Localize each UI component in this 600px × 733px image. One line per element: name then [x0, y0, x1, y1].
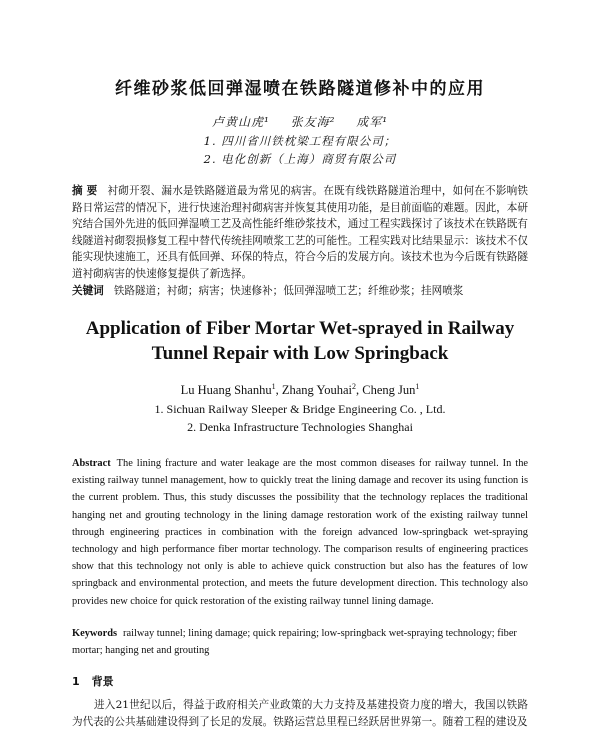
- author-name: Zhang Youhai: [281, 383, 352, 398]
- author-name: 卢黄山虎¹: [211, 115, 270, 129]
- section-number: 1: [72, 675, 80, 688]
- keywords-text: railway tunnel; lining damage; quick repairing; low-springback wet-spraying technology; fiber mortar; hanging net and grouting: [72, 628, 517, 656]
- author-affiliation-mark: 2: [352, 382, 356, 391]
- english-title: [0, 316, 600, 366]
- section-body-text: 进入21世纪以后，得益于政府相关产业政策的大力支持及基建投资力度的增大，我国以铁路为代表的公共基础建设得到了长足的发展。铁路运营总里程已经跃居世界第一。随着工程的建设及: [72, 699, 528, 728]
- author-name: Cheng Jun: [362, 383, 416, 398]
- english-affiliation-1: 1. Sichuan Railway Sleeper & Bridge Engineering Co. , Ltd.: [154, 402, 446, 416]
- chinese-keywords: [72, 283, 528, 299]
- english-abstract: [72, 455, 528, 610]
- author-name: 成军¹: [356, 115, 389, 129]
- english-authors: Lu Huang Shanhu$^1$, Zhang Youhai$^2$, Cheng Jun$^1$: [180, 382, 420, 398]
- chinese-abstract: [72, 183, 528, 282]
- author-affiliation-mark: 1: [271, 382, 276, 391]
- english-keywords: [72, 625, 528, 659]
- author-name: Lu Huang Shanhu: [180, 383, 272, 398]
- keywords-label: 关键词: [72, 285, 104, 297]
- chinese-affiliation-2: 2. 电化创新（上海）商贸有限公司: [203, 152, 397, 166]
- chinese-affiliation-1: 1. 四川省川铁枕梁工程有限公司；: [203, 134, 397, 148]
- abstract-text: The lining fracture and water leakage are the most common diseases for railway tunnel. In the existing railway tunnel management, how to quickly treat the lining damage and recover its using function is the current problem. Thus, this study discusses the possibility that the technology replaces the traditional hanging net and grouting technology in the lining damage restoration work of the existing railway tunnel through engineering practices in combination with the foreign advanced low-springback wet-spraying technology and high performance fiber mortar technology. The comparison results of engineering practices show that this technology not only is able to achieve quick construction but also has the features of low springback and environmental protection, and meets the future development direction. This technology also provides new choice for quick restoration of the existing railway tunnel lining damage.: [72, 458, 528, 607]
- abstract-label: 摘 要: [72, 185, 98, 197]
- author-affiliation-mark: 1: [415, 382, 420, 391]
- section-heading: [72, 673, 126, 689]
- english-affiliation-2: 2. Denka Infrastructure Technologies Shanghai: [187, 420, 413, 434]
- abstract-label: Abstract: [72, 458, 111, 469]
- keywords-label: Keywords: [72, 628, 118, 639]
- section-title: 背景: [91, 675, 114, 688]
- abstract-text: 衬砌开裂、漏水是铁路隧道最为常见的病害。在既有线铁路隧道治理中，如何在不影响铁路日常运营的情况下，进行快速治理衬砌病害并恢复其使用功能，是目前面临的难题。因此，本研究结合国外先进的低回弹湿喷工艺及高性能纤维砂浆技术，通过工程实践探讨了该技术在铁路既有线隧道衬砌裂损修复工程中替代传统挂网喷浆工艺的可能性。工程实践对比结果显示：该技术不仅能实现快速施工，还具有低回弹、环保的特点，符合今后的发展方向。该技术也为今后既有铁路隧道衬砌病害的快速修复提供了新选择。: [72, 185, 528, 280]
- chinese-authors: [0, 113, 600, 130]
- keywords-text: 铁路隧道；衬砌；病害；快速修补；低回弹湿喷工艺；纤维砂浆；挂网喷浆: [113, 285, 464, 297]
- chinese-title: 纤维砂浆低回弹湿喷在铁路隧道修补中的应用: [115, 79, 485, 99]
- author-name: 张友海²: [290, 115, 336, 129]
- english-title-line-1: Application of Fiber Mortar Wet-sprayed in Railway: [85, 318, 515, 339]
- english-title-line-2: Tunnel Repair with Low Springback: [151, 343, 449, 364]
